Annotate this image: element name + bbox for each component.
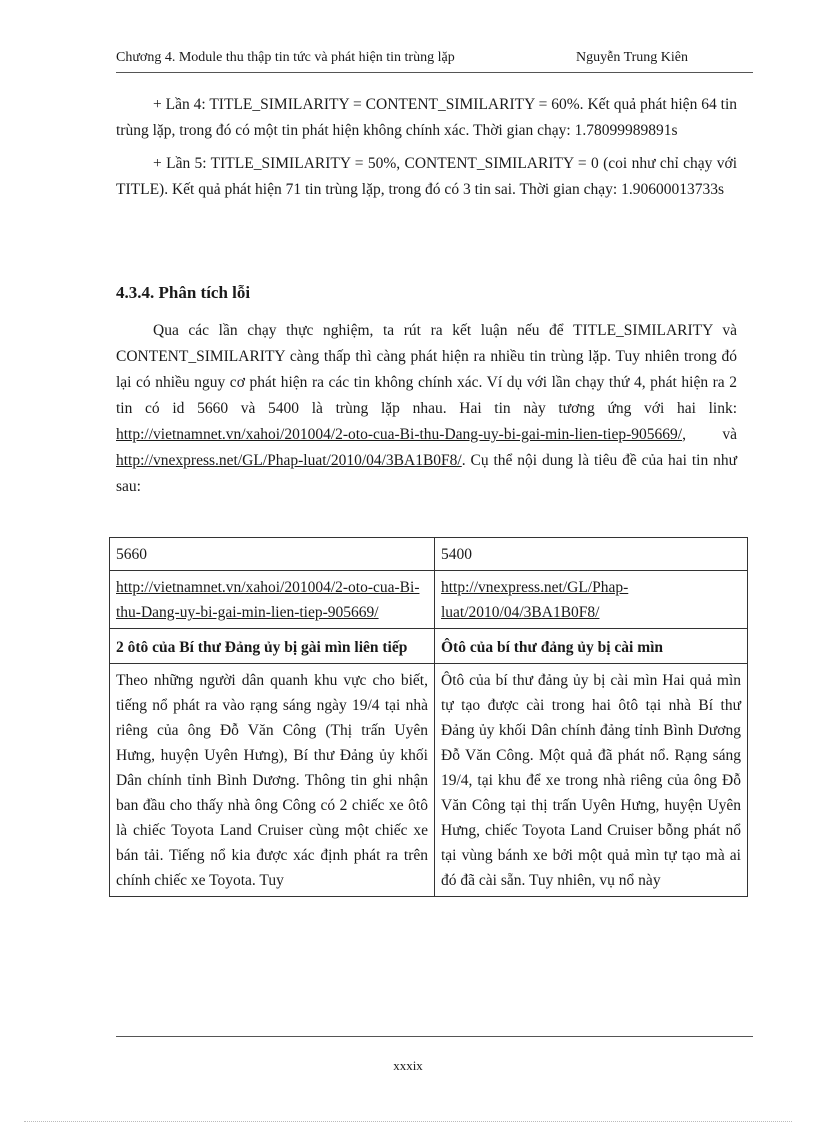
page-number: xxxix [393, 1058, 423, 1073]
url-link-right[interactable]: http://vnexpress.net/GL/Phap-luat/2010/04/3BA1B0F8/ [441, 579, 629, 621]
run-results [116, 92, 737, 210]
title-cell-right: Ôtô của bí thư đảng ủy bị cài mìn [435, 629, 748, 664]
analysis-outro: . Cụ thể nội dung là tiêu đề của hai tin như sau: [116, 452, 737, 495]
analysis-connector: , và [682, 426, 737, 443]
chapter-title: Chương 4. Module thu thập tin tức và phát hiện tin trùng lặp [116, 50, 455, 65]
paragraph-run-4: + Lần 4: TITLE_SIMILARITY = CONTENT_SIMILARITY = 60%. Kết quả phát hiện 64 tin trùng lặp, trong đó có một tin phát hiện không chính xác. Thời gian chạy: 1.78099989891s [116, 96, 737, 139]
section-heading: 4.3.4. Phân tích lỗi [116, 283, 251, 302]
error-analysis [116, 318, 737, 507]
title-cell-left: 2 ôtô của Bí thư Đảng ủy bị gài mìn liên tiếp [110, 629, 435, 664]
url-cell-right [435, 571, 748, 629]
id-cell-right: 5400 [435, 538, 748, 571]
page-header [116, 48, 753, 73]
paragraph-analysis [116, 318, 737, 500]
table-row [110, 538, 748, 571]
vietnamnet-link[interactable]: http://vietnamnet.vn/xahoi/201004/2-oto-cua-Bi-thu-Dang-uy-bi-gai-min-lien-tiep-905669/ [116, 426, 683, 443]
analysis-intro: Qua các lần chạy thực nghiệm, ta rút ra kết luận nếu để TITLE_SIMILARITY và CONTENT_SIMILARITY càng thấp thì càng phát hiện ra nhiều tin trùng lặp. Tuy nhiên trong đó lại có nhiều nguy cơ phát hiện ra các tin không chính xác. Ví dụ với lần chạy thứ 4, phát hiện ra 2 tin có id 5660 và 5400 là trùng lặp nhau. Hai tin này tương ứng với hai link: [116, 322, 737, 417]
comparison-table [109, 537, 748, 897]
table-row [110, 629, 748, 664]
content-cell-left: Theo những người dân quanh khu vực cho biết, tiếng nổ phát ra vào rạng sáng ngày 19/4 tại nhà riêng của ông Đỗ Văn Công (Thị trấn Uyên Hưng, huyện Uyên Hưng), Bí thư Đảng ủy khối Dân chính tỉnh Bình Dương. Thông tin ghi nhận ban đầu cho thấy nhà ông Công có 2 chiếc xe ôtô là chiếc Toyota Land Cruiser cùng một chiếc xe bán tải. Tiếng nổ kia được xác định phát ra trên chính chiếc xe Toyota. Tuy [110, 664, 435, 897]
paragraph-run-5: + Lần 5: TITLE_SIMILARITY = 50%, CONTENT_SIMILARITY = 0 (coi như chỉ chạy với TITLE). Kết quả phát hiện 71 tin trùng lặp, trong đó có 3 tin sai. Thời gian chạy: 1.90600013733s [116, 155, 737, 198]
footer-divider [116, 1036, 753, 1037]
url-cell-left [110, 571, 435, 629]
id-cell-left: 5660 [110, 538, 435, 571]
vnexpress-link[interactable]: http://vnexpress.net/GL/Phap-luat/2010/04/3BA1B0F8/ [116, 452, 462, 469]
author-name: Nguyễn Trung Kiên [576, 50, 689, 65]
table-row [110, 571, 748, 629]
url-link-left[interactable]: http://vietnamnet.vn/xahoi/201004/2-oto-cua-Bi-thu-Dang-uy-bi-gai-min-lien-tiep-905669/ [116, 579, 420, 621]
page-bottom-edge [24, 1121, 792, 1122]
content-cell-right: Ôtô của bí thư đảng ủy bị cài mìn Hai quả mìn tự tạo được cài trong hai ôtô tại nhà Bí thư Đảng ủy khối Dân chính đảng tỉnh Bình Dương Đỗ Văn Công. Một quả đã phát nổ. Rạng sáng 19/4, tại khu để xe trong nhà riêng của ông Đỗ Văn Công tại thị trấn Uyên Hưng, huyện Uyên Hưng, chiếc Toyota Land Cruiser bỗng phát nổ tại vùng bánh xe bởi một quả mìn tự tạo mà ai đó đã cài sẵn. Tuy nhiên, vụ nổ này [435, 664, 748, 897]
table-row [110, 664, 748, 897]
